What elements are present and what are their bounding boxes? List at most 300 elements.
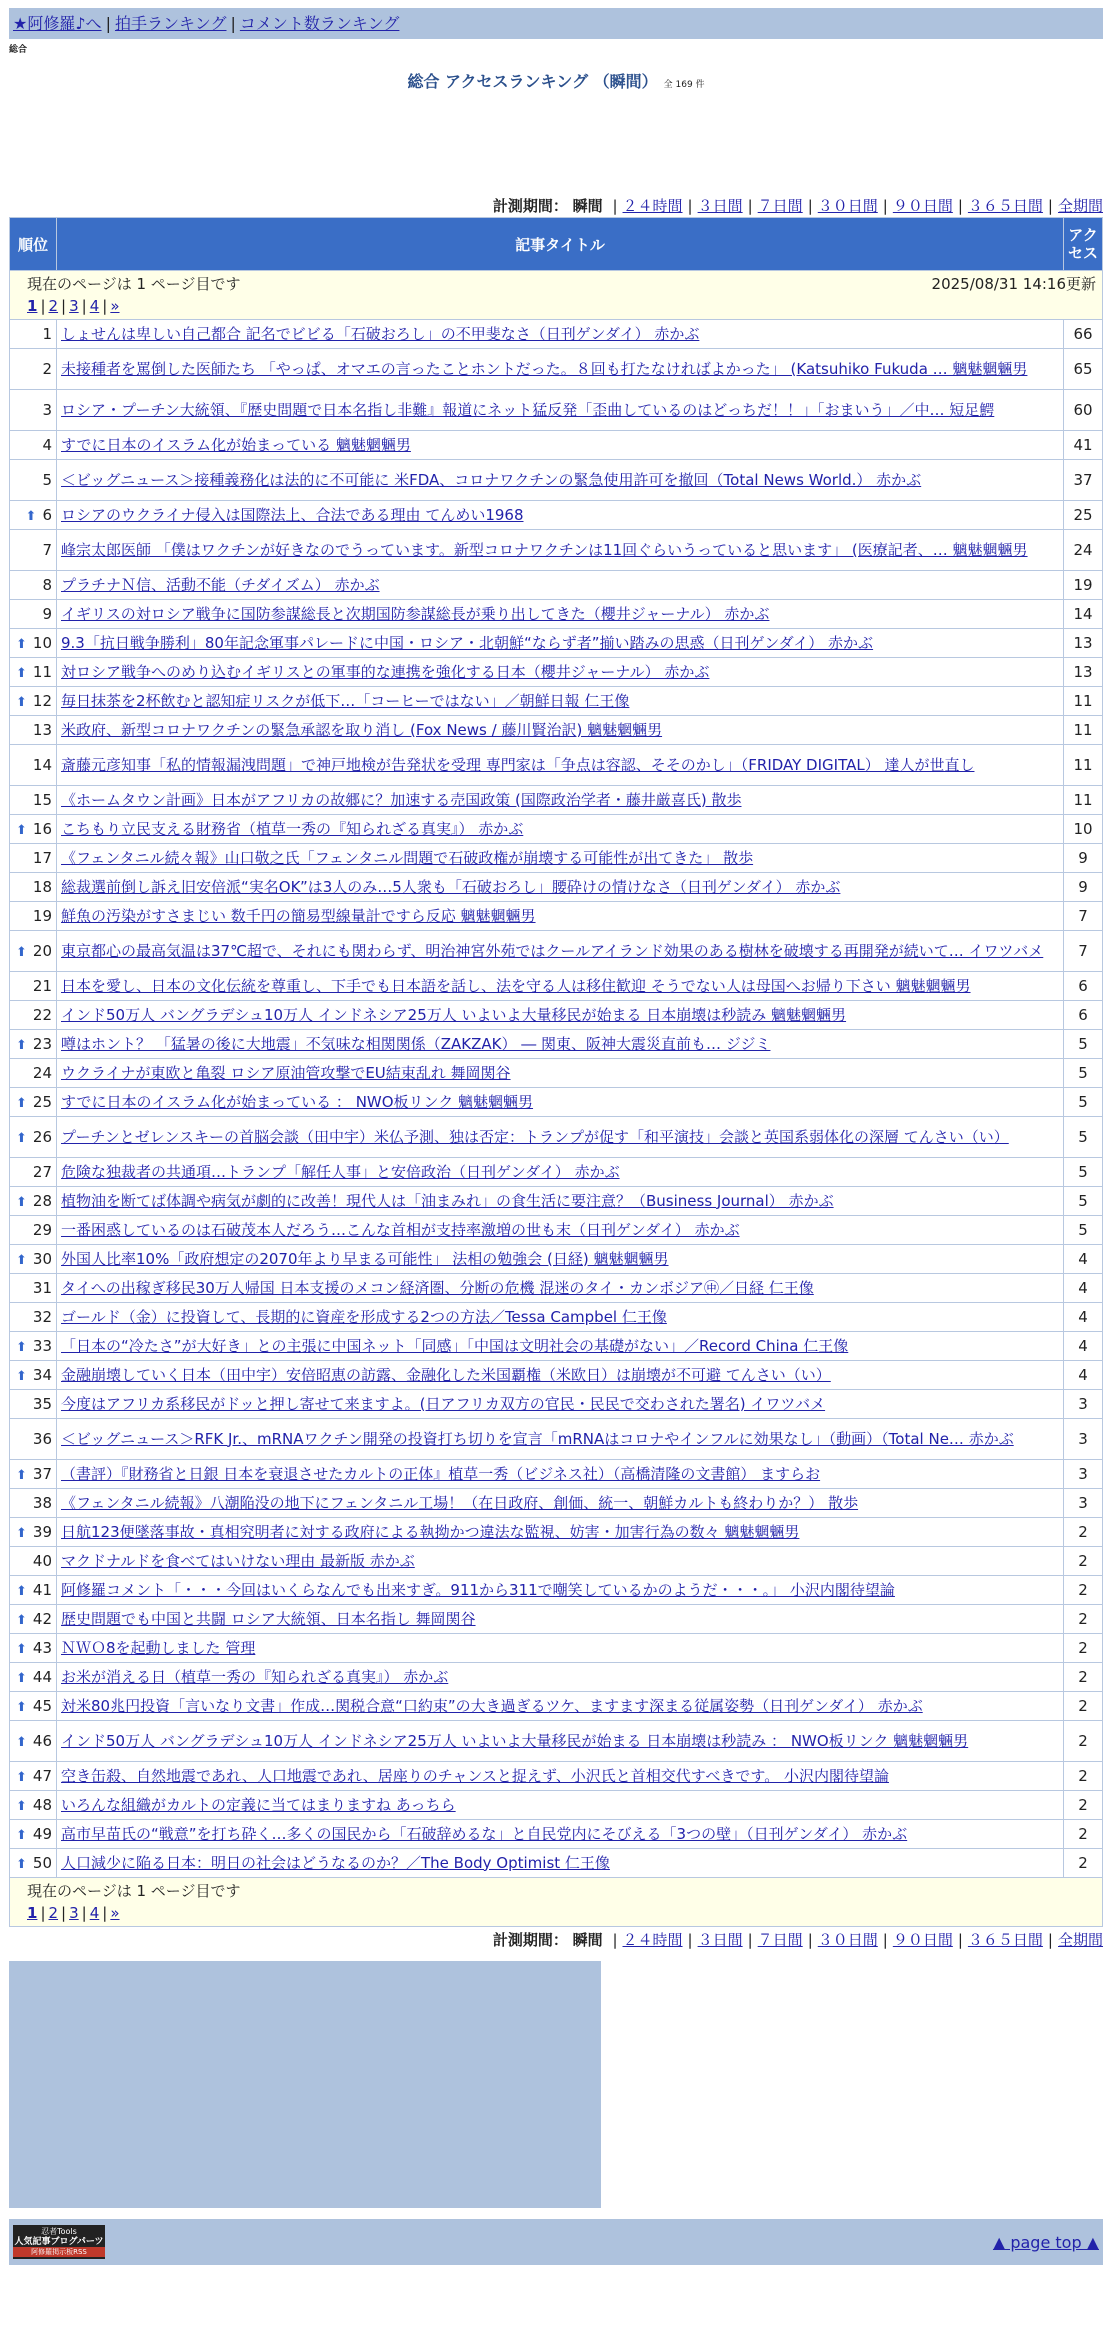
rank-cell — [10, 1088, 57, 1117]
title-cell — [57, 1117, 1064, 1158]
period-separator: | — [687, 197, 693, 215]
rank-cell — [10, 1762, 57, 1791]
access-count: 11 — [1064, 745, 1103, 786]
table-row — [10, 1762, 1103, 1791]
rank-number: 34 — [32, 1366, 52, 1384]
access-count: 2 — [1064, 1576, 1103, 1605]
page-separator: | — [81, 1904, 87, 1922]
period-link[interactable]: ３０日間 — [817, 1931, 878, 1949]
article-link[interactable]: 危険な独裁者の共通項…トランプ「解任人事」と安倍政治（日刊ゲンダイ） 赤かぶ — [61, 1162, 620, 1181]
rank-number: 50 — [32, 1854, 52, 1872]
rank-cell — [10, 1361, 57, 1390]
rank-number: 23 — [32, 1035, 52, 1053]
article-link[interactable]: 高市早苗氏の“戦意”を打ち砕く…多くの国民から「石破辞めるな」と自民党内にそびえる「3つの壁」（日刊ゲンダイ） 赤かぶ — [61, 1824, 908, 1843]
title-cell — [57, 1518, 1064, 1547]
article-link[interactable]: ＮＷＯ8を起動しました 管理 — [61, 1638, 256, 1657]
article-link[interactable]: イギリスの対ロシア戦争に国防参謀総長と次期国防参謀総長が乗り出してきた（櫻井ジャーナル） 赤かぶ — [61, 604, 770, 623]
title-cell — [57, 501, 1064, 530]
article-link[interactable]: 金融崩壊していく日本（田中宇）安倍昭恵の訪露、金融化した米国覇権（米欧日）は崩壊が不可避 てんさい（い） — [61, 1365, 831, 1384]
title-cell — [57, 1605, 1064, 1634]
access-count: 7 — [1064, 931, 1103, 972]
rank-number: 8 — [42, 576, 52, 594]
period-link[interactable]: ３日間 — [697, 197, 743, 215]
page-top-link[interactable]: ▲ page top ▲ — [992, 2232, 1099, 2252]
rank-cell — [10, 1216, 57, 1245]
rank-cell — [10, 1158, 57, 1187]
rank-cell — [10, 1303, 57, 1332]
article-link[interactable]: 対米80兆円投資「言いなり文書」作成…関税合意“口約束”の大き過ぎるツケ、ますます深まる従属姿勢（日刊ゲンダイ） 赤かぶ — [61, 1696, 923, 1715]
page-link[interactable]: 4 — [89, 1904, 100, 1922]
rank-number: 42 — [32, 1610, 52, 1628]
article-link[interactable]: ＜ビッグニュース＞RFK Jr.、mRNAワクチン開発の投資打ち切りを宣言「mRNAはコロナやインフルに効果なし」（動画）（Total Ne… 赤かぶ — [61, 1429, 1014, 1448]
up-arrow-icon: ⬆ — [16, 1770, 27, 1785]
rank-number: 2 — [42, 360, 52, 378]
access-count: 14 — [1064, 600, 1103, 629]
access-count: 10 — [1064, 815, 1103, 844]
table-row — [10, 571, 1103, 600]
access-count: 5 — [1064, 1059, 1103, 1088]
title-cell — [57, 1419, 1064, 1460]
access-count: 2 — [1064, 1721, 1103, 1762]
rank-cell — [10, 1489, 57, 1518]
rank-number: 14 — [32, 756, 52, 774]
title-cell — [57, 1489, 1064, 1518]
article-link[interactable]: プラチナＮ信、活動不能（チダイズム） 赤かぶ — [61, 575, 380, 594]
rank-cell — [10, 1274, 57, 1303]
title-cell — [57, 815, 1064, 844]
access-count: 3 — [1064, 1489, 1103, 1518]
page-separator: | — [40, 297, 46, 315]
article-link[interactable]: すでに日本のイスラム化が始まっている ： NWO板リンク 魑魅魍魎男 — [61, 1092, 534, 1111]
page-separator: | — [40, 1904, 46, 1922]
rank-column-header: 順位 — [10, 218, 57, 271]
access-count: 3 — [1064, 1460, 1103, 1489]
page-title-text: 総合 アクセスランキング （瞬間） — [407, 72, 658, 91]
up-arrow-icon: ⬆ — [16, 1131, 27, 1146]
access-count: 5 — [1064, 1088, 1103, 1117]
article-link[interactable]: 噂はホント？ 「猛暑の後に大地震」不気味な相関関係（ZAKZAK） ― 関東、阪神大震災直前も… ジジミ — [61, 1034, 771, 1053]
article-link[interactable]: ウクライナが東欧と亀裂 ロシア原油管攻撃でEU結束乱れ 舞岡関谷 — [61, 1063, 511, 1082]
title-cell — [57, 1088, 1064, 1117]
article-link[interactable]: 今度はアフリカ系移民がドッと押し寄せて来ますよ。(日アフリカ双方の官民・民民で交わされた署名) イワツバメ — [61, 1394, 826, 1413]
table-row — [10, 1692, 1103, 1721]
rank-number: 15 — [32, 791, 52, 809]
rank-cell — [10, 815, 57, 844]
top-nav-bar — [9, 8, 1103, 39]
pager-bottom — [10, 1878, 1103, 1927]
page-link[interactable]: 4 — [89, 297, 100, 315]
table-row — [10, 629, 1103, 658]
period-separator: | — [957, 197, 963, 215]
access-count: 41 — [1064, 431, 1103, 460]
rank-number: 32 — [32, 1308, 52, 1326]
rank-number: 46 — [32, 1732, 52, 1750]
up-arrow-icon: ⬆ — [16, 1735, 27, 1750]
page-separator: | — [61, 1904, 67, 1922]
page-link[interactable]: 3 — [69, 1904, 79, 1922]
article-link[interactable]: ＜ビッグニュース＞接種義務化は法的に不可能に 米FDA、コロナワクチンの緊急使用許可を撤回（Total News World.） 赤かぶ — [61, 470, 922, 489]
rank-number: 30 — [32, 1250, 52, 1268]
next-page-link[interactable]: » — [110, 297, 120, 315]
article-link[interactable]: 毎日抹茶を2杯飲むと認知症リスクが低下…「コーヒーではない」／朝鮮日報 仁王像 — [61, 691, 630, 710]
rank-number: 48 — [32, 1796, 52, 1814]
article-link[interactable]: （書評）『財務省と日銀 日本を衰退させたカルトの正体』植草一秀（ビジネス社）（高橋清隆の文書館） ますらお — [61, 1464, 821, 1483]
title-cell — [57, 1663, 1064, 1692]
rank-cell — [10, 431, 57, 460]
rank-cell — [10, 1332, 57, 1361]
up-arrow-icon: ⬆ — [16, 1584, 27, 1599]
rank-cell — [10, 745, 57, 786]
rank-cell — [10, 1820, 57, 1849]
page-link[interactable]: 2 — [48, 1904, 59, 1922]
access-count: 5 — [1064, 1187, 1103, 1216]
article-link[interactable]: 人口減少に陥る日本：明日の社会はどうなるのか？／The Body Optimist 仁王像 — [61, 1853, 610, 1872]
table-row — [10, 349, 1103, 390]
article-link[interactable]: お米が消える日（植草一秀の『知られざる真実』） 赤かぶ — [61, 1667, 449, 1686]
clap-ranking-link[interactable]: 拍手ランキング — [114, 14, 227, 33]
period-link[interactable]: ３日間 — [697, 1931, 743, 1949]
article-link[interactable]: 日本を愛し、日本の文化伝統を尊重し、下手でも日本語を話し、法を守る人は移住歓迎 そうでない人は母国へお帰り下さい 魑魅魍魎男 — [61, 976, 971, 995]
ninja-tools-logo[interactable] — [13, 2225, 105, 2259]
access-count: 2 — [1064, 1692, 1103, 1721]
article-link[interactable]: ゴールド（金）に投資して、長期的に資産を形成する2つの方法／Tessa Campbel 仁王像 — [61, 1307, 667, 1326]
rank-cell — [10, 600, 57, 629]
rank-number: 40 — [32, 1552, 52, 1570]
rank-cell — [10, 530, 57, 571]
up-arrow-icon: ⬆ — [16, 1613, 27, 1628]
rank-cell — [10, 1692, 57, 1721]
title-cell — [57, 1576, 1064, 1605]
ad-placeholder — [9, 1961, 601, 2208]
up-arrow-icon: ⬆ — [16, 1642, 27, 1657]
period-link[interactable]: ２４時間 — [622, 197, 683, 215]
article-link[interactable]: 米政府、新型コロナワクチンの緊急承認を取り消し (Fox News / 藤川賢治訳) 魑魅魍魎男 — [61, 720, 663, 739]
access-count: 13 — [1064, 629, 1103, 658]
period-link[interactable]: ９０日間 — [892, 197, 953, 215]
article-link[interactable]: 対ロシア戦争へのめり込むイギリスとの軍事的な連携を強化する日本（櫻井ジャーナル） 赤かぶ — [61, 662, 710, 681]
table-row — [10, 815, 1103, 844]
article-link[interactable]: 阿修羅コメント「・・・今回はいくらなんでも出来すぎ。911から311で嘲笑しているかのようだ・・・。」 小沢内閣待望論 — [61, 1580, 895, 1599]
rank-number: 49 — [32, 1825, 52, 1843]
period-separator: | — [747, 197, 753, 215]
access-count: 2 — [1064, 1663, 1103, 1692]
access-count: 4 — [1064, 1332, 1103, 1361]
title-cell — [57, 1634, 1064, 1663]
rank-cell — [10, 1030, 57, 1059]
rank-number: 31 — [32, 1279, 52, 1297]
next-page-link[interactable]: » — [110, 1904, 120, 1922]
article-link[interactable]: 外国人比率10%「政府想定の2070年より早まる可能性」 法相の勉強会 (日経) 魑魅魍魎男 — [61, 1249, 669, 1268]
title-cell — [57, 1547, 1064, 1576]
table-row — [10, 431, 1103, 460]
table-row — [10, 320, 1103, 349]
table-row — [10, 1274, 1103, 1303]
up-arrow-icon: ⬆ — [16, 637, 27, 652]
rank-number: 33 — [32, 1337, 52, 1355]
access-count: 2 — [1064, 1791, 1103, 1820]
up-arrow-icon: ⬆ — [16, 1195, 27, 1210]
article-link[interactable]: 《ホームタウン計画》日本がアフリカの故郷に？加速する売国政策 (国際政治学者・藤井厳喜氏) 散歩 — [61, 790, 742, 809]
period-link[interactable]: ３０日間 — [817, 197, 878, 215]
access-count: 13 — [1064, 658, 1103, 687]
table-row — [10, 844, 1103, 873]
rank-cell — [10, 1460, 57, 1489]
rank-number: 4 — [42, 436, 52, 454]
title-column-header: 記事タイトル — [57, 218, 1064, 271]
access-count: 2 — [1064, 1518, 1103, 1547]
rank-number: 11 — [32, 663, 52, 681]
rank-number: 41 — [32, 1581, 52, 1599]
period-link[interactable]: 全期間 — [1057, 197, 1103, 215]
period-link[interactable]: 全期間 — [1057, 1931, 1103, 1949]
title-cell — [57, 873, 1064, 902]
article-link[interactable]: 一番困惑しているのは石破茂本人だろう…こんな首相が支持率激増の世も末（日刊ゲンダイ） 赤かぶ — [61, 1220, 740, 1239]
table-row — [10, 902, 1103, 931]
table-row — [10, 390, 1103, 431]
article-link[interactable]: インド50万人 バングラデシュ10万人 インドネシア25万人 いよいよ大量移民が始まる 日本崩壊は秒読み 魑魅魍魎男 — [61, 1005, 847, 1024]
article-link[interactable]: マクドナルドを食べてはいけない理由 最新版 赤かぶ — [61, 1551, 415, 1570]
rank-number: 10 — [32, 634, 52, 652]
period-link[interactable]: ２４時間 — [622, 1931, 683, 1949]
access-count: 65 — [1064, 349, 1103, 390]
period-link[interactable]: ３６５日間 — [967, 1931, 1043, 1949]
ranking-table — [9, 217, 1103, 1927]
comment-ranking-link[interactable]: コメント数ランキング — [239, 14, 400, 33]
title-cell — [57, 1332, 1064, 1361]
rank-cell — [10, 1547, 57, 1576]
rank-cell — [10, 1849, 57, 1878]
table-row — [10, 716, 1103, 745]
period-link[interactable]: ７日間 — [757, 1931, 803, 1949]
table-row — [10, 1245, 1103, 1274]
rank-cell — [10, 349, 57, 390]
table-row — [10, 1460, 1103, 1489]
access-count: 2 — [1064, 1605, 1103, 1634]
access-count: 5 — [1064, 1216, 1103, 1245]
up-arrow-icon: ⬆ — [16, 1253, 27, 1268]
article-link[interactable]: タイへの出稼ぎ移民30万人帰国 日本支援のメコン経済圏、分断の危機 混迷のタイ・カンボジア㊥／日経 仁王像 — [61, 1278, 814, 1297]
rank-cell — [10, 1117, 57, 1158]
access-count: 66 — [1064, 320, 1103, 349]
rank-cell — [10, 1059, 57, 1088]
table-row — [10, 687, 1103, 716]
article-link[interactable]: しょせんは卑しい自己都合 記名でビビる「石破おろし」の不甲斐なさ（日刊ゲンダイ） 赤かぶ — [61, 324, 700, 343]
period-separator: | — [612, 197, 618, 215]
access-count: 5 — [1064, 1030, 1103, 1059]
title-cell — [57, 902, 1064, 931]
rank-cell — [10, 571, 57, 600]
period-selector — [9, 195, 1103, 217]
article-link[interactable]: いろんな組織がカルトの定義に当てはまりますね あっちら — [61, 1795, 456, 1814]
article-link[interactable]: すでに日本のイスラム化が始まっている 魑魅魍魎男 — [61, 435, 411, 454]
period-label: 計測期間： — [492, 197, 568, 215]
title-cell — [57, 786, 1064, 815]
article-link[interactable]: 歴史問題でも中国と共闘 ロシア大統領、日本名指し 舞岡関谷 — [61, 1609, 476, 1628]
article-link[interactable]: 9.3「抗日戦争勝利」80年記念軍事パレードに中国・ロシア・北朝鮮“ならず者”揃い踏みの思惑（日刊ゲンダイ） 赤かぶ — [61, 633, 874, 652]
page-link[interactable]: 1 — [27, 297, 38, 315]
rank-number: 47 — [32, 1767, 52, 1785]
period-link[interactable]: ７日間 — [757, 197, 803, 215]
home-link[interactable]: ★阿修羅♪へ — [13, 14, 102, 33]
up-arrow-icon: ⬆ — [16, 1526, 27, 1541]
article-link[interactable]: 東京都心の最高気温は37℃超で、それにも関わらず、明治神宮外苑ではクールアイランド効果のある樹林を破壊する再開発が続いて… イワツバメ — [61, 941, 1044, 960]
access-count: 60 — [1064, 390, 1103, 431]
access-count: 2 — [1064, 1547, 1103, 1576]
table-row — [10, 1849, 1103, 1878]
article-link[interactable]: 《フェンタニル続々報》山口敬之氏「フェンタニル問題で石破政権が崩壊する可能性が出てきた」 散歩 — [61, 848, 754, 867]
table-row — [10, 1489, 1103, 1518]
rank-cell — [10, 1576, 57, 1605]
article-link[interactable]: 植物油を断てば体調や病気が劇的に改善！現代人は「油まみれ」の食生活に要注意？（Business Journal） 赤かぶ — [61, 1191, 834, 1210]
period-link[interactable]: ９０日間 — [892, 1931, 953, 1949]
rank-cell — [10, 1721, 57, 1762]
page-link[interactable]: 2 — [48, 297, 59, 315]
title-cell — [57, 844, 1064, 873]
access-count: 5 — [1064, 1117, 1103, 1158]
table-row — [10, 1216, 1103, 1245]
rank-number: 12 — [32, 692, 52, 710]
rank-cell — [10, 501, 57, 530]
table-row — [10, 1721, 1103, 1762]
rank-cell — [10, 687, 57, 716]
table-row — [10, 600, 1103, 629]
title-cell — [57, 320, 1064, 349]
table-row — [10, 1303, 1103, 1332]
rank-number: 9 — [42, 605, 52, 623]
rank-cell — [10, 1390, 57, 1419]
table-row — [10, 1634, 1103, 1663]
article-link[interactable]: 未接種者を罵倒した医師たち 「やっぱ、オマエの言ったことホントだった。８回も打たなければよかった」 (Katsuhiko Fukuda … 魑魅魍魎男 — [61, 359, 1028, 378]
period-separator: | — [957, 1931, 963, 1949]
article-link[interactable]: 鮮魚の汚染がすさまじい 数千円の簡易型線量計ですら反応 魑魅魍魎男 — [61, 906, 536, 925]
article-link[interactable]: 「日本の“冷たさ”が大好き」との主張に中国ネット「同感」「中国は文明社会の基礎がない」／Record China 仁王像 — [61, 1336, 849, 1355]
rank-number: 28 — [32, 1192, 52, 1210]
table-row — [10, 745, 1103, 786]
rank-number: 17 — [32, 849, 52, 867]
page-title — [9, 69, 1103, 91]
total-count: 全 169 件 — [663, 80, 705, 90]
rank-cell — [10, 658, 57, 687]
rank-cell — [10, 902, 57, 931]
rank-number: 5 — [42, 471, 52, 489]
table-row — [10, 1001, 1103, 1030]
table-row — [10, 1361, 1103, 1390]
period-separator: | — [807, 1931, 813, 1949]
rank-cell — [10, 390, 57, 431]
page-separator: | — [102, 297, 108, 315]
table-row — [10, 530, 1103, 571]
article-link[interactable]: 《フェンタニル続報》八潮陥没の地下にフェンタニル工場！（在日政府、創価、統一、朝鮮カルトも終わりか？） 散歩 — [61, 1493, 859, 1512]
current-page-text: 現在のページは 1 ページ目です — [27, 275, 241, 293]
title-cell — [57, 571, 1064, 600]
page-separator: | — [102, 1904, 108, 1922]
rank-number: 25 — [32, 1093, 52, 1111]
title-cell — [57, 1791, 1064, 1820]
title-cell — [57, 1187, 1064, 1216]
rank-cell — [10, 460, 57, 501]
rank-cell — [10, 931, 57, 972]
rank-cell — [10, 1245, 57, 1274]
rank-number: 13 — [32, 721, 52, 739]
table-row — [10, 1576, 1103, 1605]
period-separator: | — [882, 197, 888, 215]
up-arrow-icon: ⬆ — [16, 1340, 27, 1355]
table-row — [10, 1059, 1103, 1088]
pager-top — [10, 271, 1103, 320]
rank-number: 1 — [42, 325, 52, 343]
rank-number: 37 — [32, 1465, 52, 1483]
title-cell — [57, 460, 1064, 501]
up-arrow-icon: ⬆ — [16, 666, 27, 681]
rank-number: 36 — [32, 1430, 52, 1448]
title-cell — [57, 1762, 1064, 1791]
page-link[interactable]: 3 — [69, 297, 79, 315]
access-count: 11 — [1064, 786, 1103, 815]
rank-number: 20 — [32, 942, 52, 960]
table-row — [10, 1332, 1103, 1361]
rank-cell — [10, 1001, 57, 1030]
article-link[interactable]: 日航123便墜落事故・真相究明者に対する政府による執拗かつ違法な監視、妨害・加害行為の数々 魑魅魍魎男 — [61, 1522, 800, 1541]
nav-separator: | — [230, 14, 236, 33]
article-link[interactable]: 峰宗太郎医師 「僕はワクチンが好きなのでうっています。新型コロナワクチンは11回ぐらいうっていると思います」 (医療記者、… 魑魅魍魎男 — [61, 540, 1028, 559]
rank-number: 26 — [32, 1128, 52, 1146]
logo-line-2: 人気記事ブログパーツ — [14, 2237, 104, 2247]
article-link[interactable]: ロシア・プーチン大統領、『歴史問題で日本名指し非難』報道にネット猛反発「歪曲しているのはどっちだ！！」「おまいう」／中… 短足鰐 — [61, 400, 995, 419]
article-link[interactable]: 斎藤元彦知事「私的情報漏洩問題」で神戸地検が告発状を受理 専門家は「争点は容認、そそのかし」（FRIDAY DIGITAL） 達人が世直し — [61, 755, 975, 774]
access-count: 37 — [1064, 460, 1103, 501]
rank-number: 3 — [42, 401, 52, 419]
rank-cell — [10, 320, 57, 349]
title-cell — [57, 1274, 1064, 1303]
period-separator: | — [807, 197, 813, 215]
title-cell — [57, 1820, 1064, 1849]
up-arrow-icon: ⬆ — [16, 1671, 27, 1686]
title-cell — [57, 716, 1064, 745]
article-link[interactable]: 総裁選前倒し訴え旧安倍派“実名OK”は3人のみ…5人衆も「石破おろし」腰砕けの情けなさ（日刊ゲンダイ） 赤かぶ — [61, 877, 841, 896]
period-links — [607, 197, 1103, 215]
title-cell — [57, 1361, 1064, 1390]
article-link[interactable]: インド50万人 バングラデシュ10万人 インドネシア25万人 いよいよ大量移民が始まる 日本崩壊は秒読み ： NWO板リンク 魑魅魍魎男 — [61, 1731, 969, 1750]
rank-cell — [10, 873, 57, 902]
page-separator: | — [61, 297, 67, 315]
article-link[interactable]: ロシアのウクライナ侵入は国際法上、合法である理由 てんめい1968 — [61, 505, 524, 524]
title-cell — [57, 1158, 1064, 1187]
article-link[interactable]: 空き缶殺、自然地震であれ、人口地震であれ、居座りのチャンスと捉えず、小沢氏と首相交代すべきです。 小沢内閣待望論 — [61, 1766, 889, 1785]
rank-cell — [10, 716, 57, 745]
rank-cell — [10, 1419, 57, 1460]
category-tag: 総合 — [9, 45, 28, 55]
rank-number: 7 — [42, 541, 52, 559]
title-cell — [57, 658, 1064, 687]
article-link[interactable]: プーチンとゼレンスキーの首脳会談（田中宇）米仏予測、独は否定：トランプが促す「和平演技」会談と英国系弱体化の深層 てんさい（い） — [61, 1127, 1009, 1146]
period-link[interactable]: ３６５日間 — [967, 197, 1043, 215]
article-link[interactable]: こちもり立民支える財務省（植草一秀の『知られざる真実』） 赤かぶ — [61, 819, 524, 838]
access-count: 11 — [1064, 687, 1103, 716]
table-row — [10, 1518, 1103, 1547]
up-arrow-icon: ⬆ — [16, 823, 27, 838]
rank-cell — [10, 844, 57, 873]
title-cell — [57, 431, 1064, 460]
rank-cell — [10, 1187, 57, 1216]
up-arrow-icon: ⬆ — [16, 1038, 27, 1053]
rank-number: 38 — [32, 1494, 52, 1512]
title-cell — [57, 390, 1064, 431]
access-count: 2 — [1064, 1762, 1103, 1791]
table-row — [10, 931, 1103, 972]
access-count: 3 — [1064, 1419, 1103, 1460]
page-link[interactable]: 1 — [27, 1904, 38, 1922]
period-current: 瞬間 — [572, 197, 603, 215]
